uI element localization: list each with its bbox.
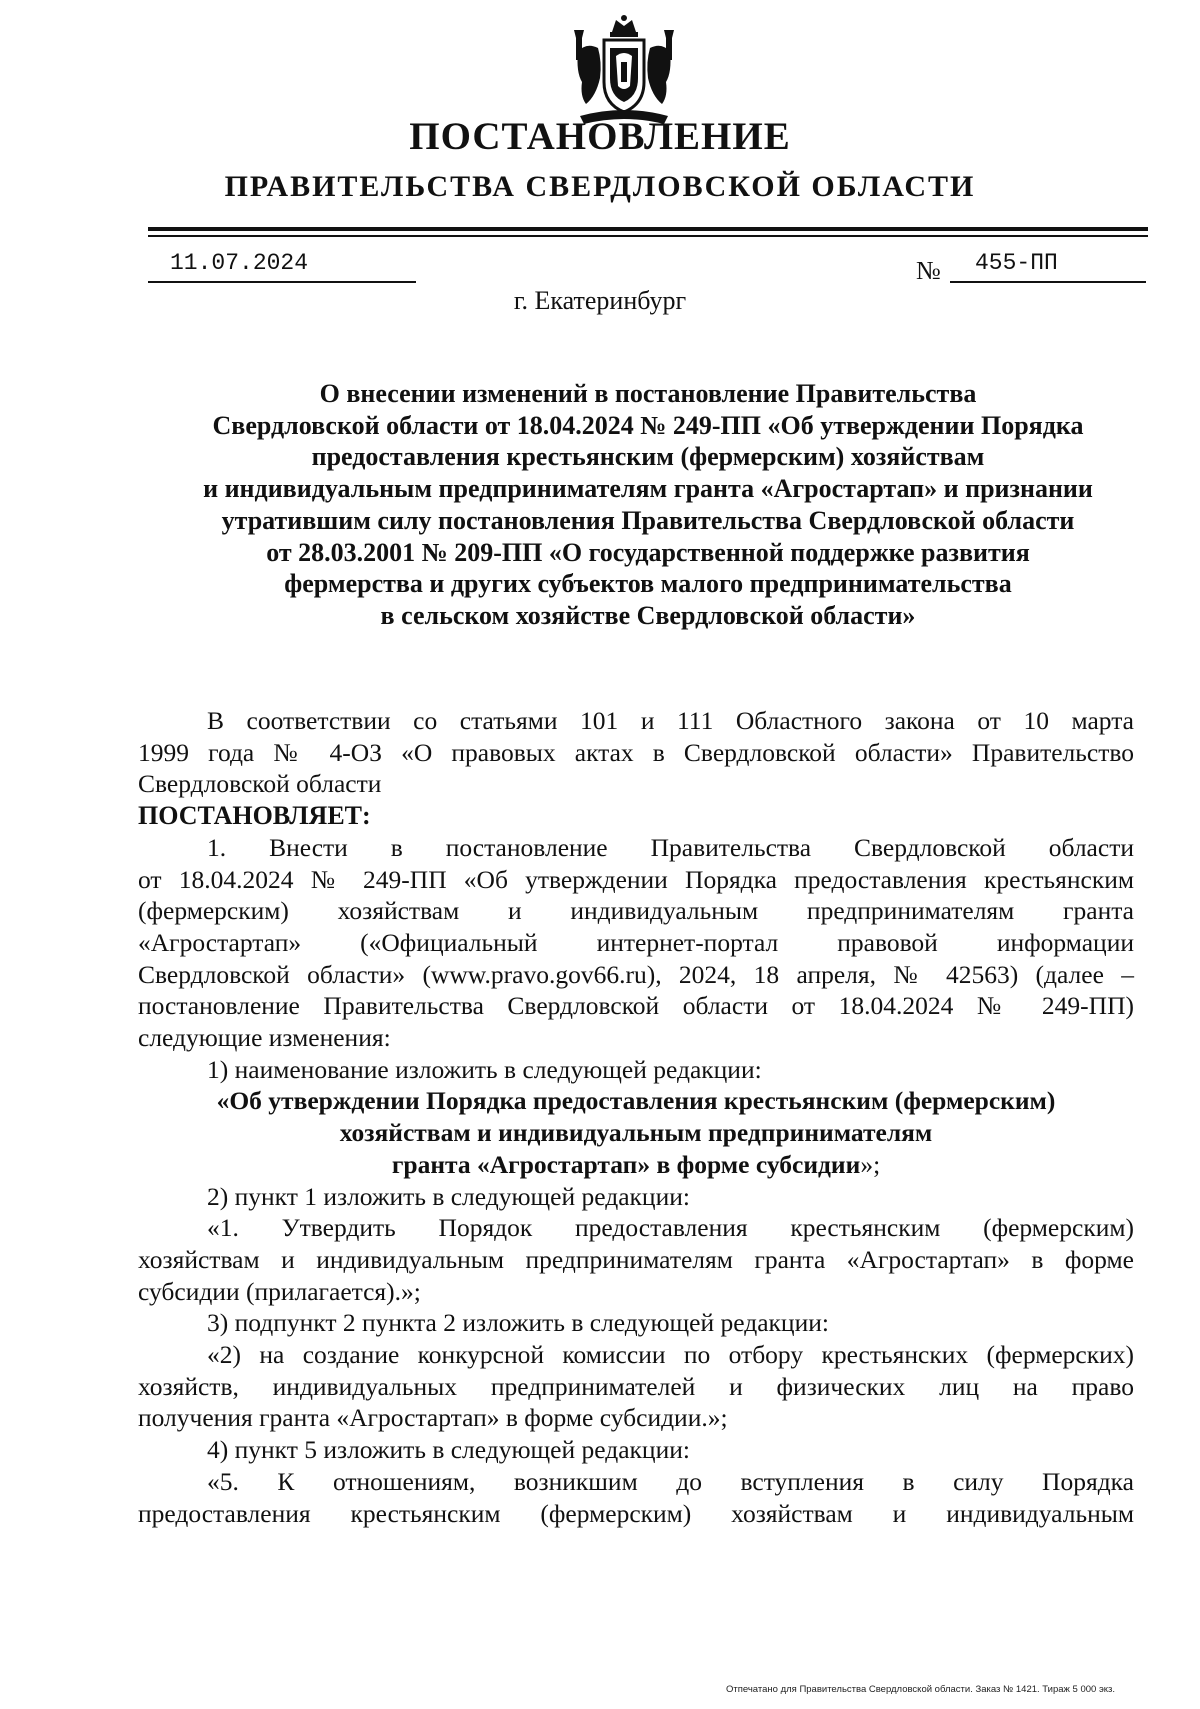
heading-line: и индивидуальным предпринимателям гранта «Агростартап» и признании [203,474,1093,504]
subitem-2-text: «1. Утвердить Порядок предоставления крестьянским (фермерским) [207,1213,1134,1243]
subitem-3: 3) подпункт 2 пункта 2 изложить в следующей редакции: [207,1308,829,1338]
item1-line: Свердловской области» (www.pravo.gov66.ru), 2024, 18 апреля, № 42563) (далее – [138,959,1134,989]
date-underline [148,281,416,283]
new-title-closing: »; [860,1149,881,1179]
heading-line: фермерства и других субъектов малого предпринимательства [284,569,1012,599]
document-heading [148,378,1148,632]
heading-line: утратившим силу постановления Правительства Свердловской области [221,505,1075,535]
document-body [138,705,1134,1529]
item1-line: от 18.04.2024 № 249-ПП «Об утверждении Порядка предоставления крестьянским [138,864,1134,894]
heading-line: в сельском хозяйстве Свердловской области» [380,600,916,630]
item1-line: постановление Правительства Свердловской области от 18.04.2024 № 249-ПП) [138,991,1134,1021]
subitem-1: 1) наименование изложить в следующей редакции: [207,1054,762,1084]
subitem-4-text: «5. К отношениям, возникшим до вступления в силу Порядка [207,1466,1134,1496]
subitem-3-text: получения гранта «Агростартап» в форме субсидии.»; [138,1403,728,1433]
number-sign: № [916,256,941,285]
new-title-line-last [138,1149,1134,1181]
heading-line: предоставления крестьянским (фермерским) хозяйствам [311,442,985,472]
number-underline [950,281,1146,283]
resolves-label: ПОСТАНОВЛЯЕТ: [138,801,371,831]
city: г. Екатеринбург [513,286,687,315]
subitem-2-text: субсидии (прилагается).»; [138,1276,421,1306]
subitem-2-text: хозяйствам и индивидуальным предпринимателям гранта «Агростартап» в форме [138,1244,1134,1274]
subitem-2: 2) пункт 1 изложить в следующей редакции: [207,1181,690,1211]
heading-line: Свердловской области от 18.04.2024 № 249-ПП «Об утверждении Порядка [212,410,1084,440]
document-type-title: ПОСТАНОВЛЕНИЕ [409,115,791,158]
coat-of-arms-emblem [572,12,676,130]
item1-line: 1. Внести в постановление Правительства Свердловской области [207,832,1134,862]
document-number: 455-ПП [975,250,1058,276]
subitem-3-text: хозяйств, индивидуальных предпринимателей и физических лиц на право [138,1371,1134,1401]
subitem-4-text: предоставления крестьянским (фермерским) хозяйствам и индивидуальным [138,1498,1134,1528]
new-title-bold: гранта «Агростартап» в форме субсидии [391,1149,861,1179]
issuer-title: ПРАВИТЕЛЬСТВА СВЕРДЛОВСКОЙ ОБЛАСТИ [224,170,976,203]
item1-line: следующие изменения: [138,1023,391,1053]
subitem-3-text: «2) на создание конкурсной комиссии по отбору крестьянских (фермерских) [207,1340,1134,1370]
document-date: 11.07.2024 [170,250,309,276]
new-title-line: хозяйствам и индивидуальным предпринимателям [339,1118,933,1148]
preamble-line: В соответствии со статьями 101 и 111 Областного закона от 10 марта [207,706,1134,735]
item1-line: (фермерским) хозяйствам и индивидуальным предпринимателям гранта [138,896,1134,926]
preamble-line: Свердловской области [138,769,382,799]
header-rule-thick [148,227,1148,231]
new-title-line: «Об утверждении Порядка предоставления крестьянским (фермерским) [216,1086,1056,1116]
heading-line: от 28.03.2001 № 209-ПП «О государственной поддержке развития [266,537,1030,567]
item1-line: «Агростартап» («Официальный интернет-портал правовой информации [138,927,1134,957]
subitem-4: 4) пункт 5 изложить в следующей редакции: [207,1435,690,1465]
preamble-line: 1999 года № 4-ОЗ «О правовых актах в Свердловской области» Правительство [138,737,1134,767]
header-rule-thin [148,235,1148,237]
heading-line: О внесении изменений в постановление Правительства [319,379,977,408]
print-footer: Отпечатано для Правительства Свердловской области. Заказ № 1421. Тираж 5 000 экз. [726,1684,1116,1695]
